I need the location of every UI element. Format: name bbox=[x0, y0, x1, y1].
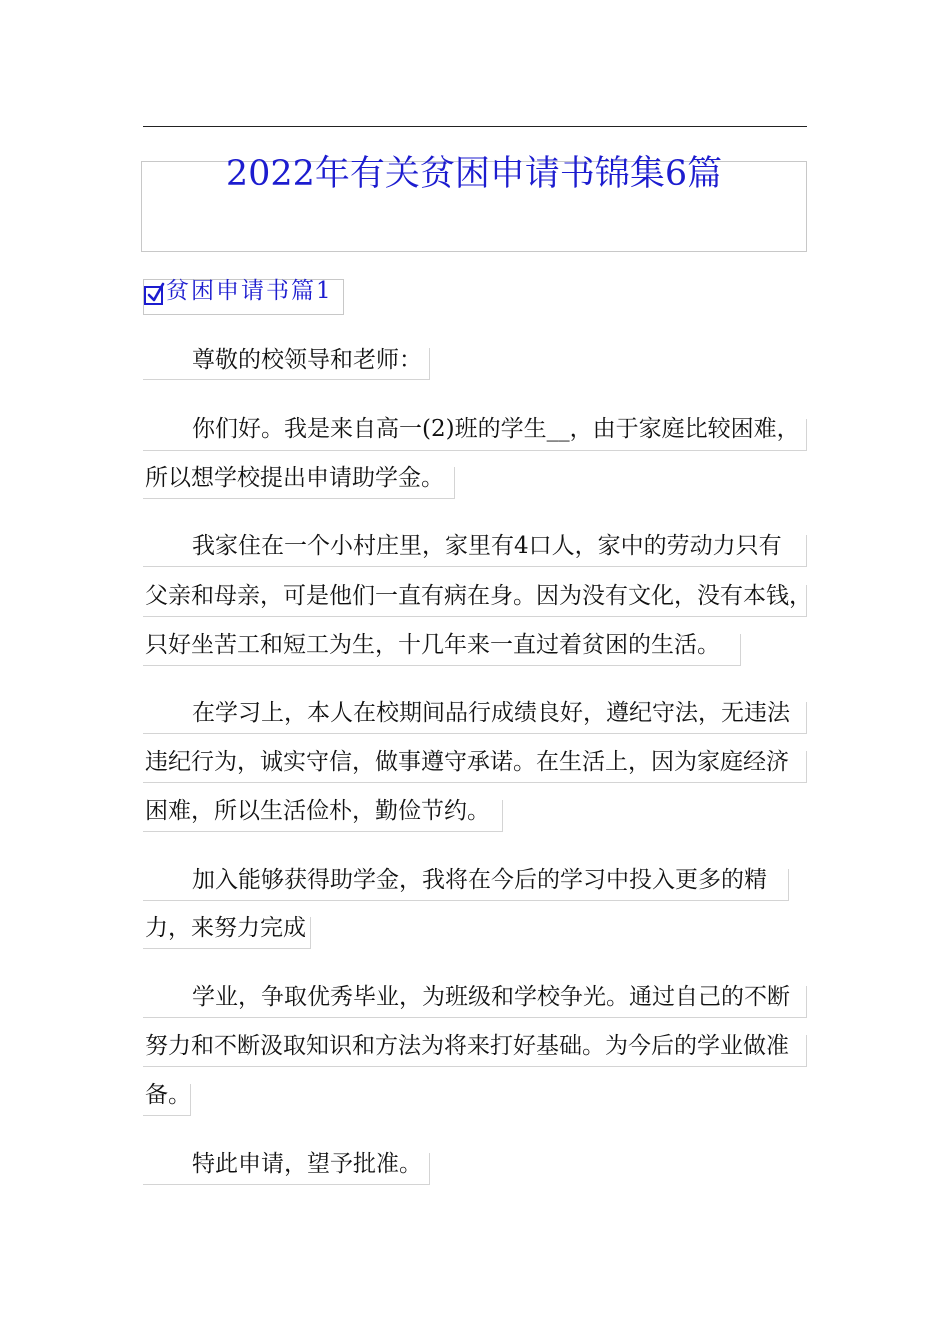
document-title: 2022年有关贫困申请书锦集6篇 bbox=[225, 154, 723, 194]
paragraph-line: 只好坐苦工和短工为生，十几年来一直过着贫困的生活。 bbox=[145, 632, 720, 658]
checked-box-icon bbox=[144, 286, 163, 305]
salutation: 尊敬的校领导和老师： bbox=[192, 347, 422, 373]
top-rule bbox=[143, 126, 807, 127]
closing-line: 特此申请，望予批准。 bbox=[192, 1151, 422, 1177]
paragraph-line: 力，来努力完成 bbox=[145, 915, 306, 941]
paragraph-line: 违纪行为，诚实守信，做事遵守承诺。在生活上，因为家庭经济 bbox=[145, 749, 789, 775]
paragraph-line: 学业，争取优秀毕业，为班级和学校争光。通过自己的不断 bbox=[192, 984, 790, 1010]
paragraph-line: 你们好。我是来自高一(2)班的学生__，由于家庭比较困难， bbox=[192, 416, 800, 442]
paragraph-line: 在学习上，本人在校期间品行成绩良好，遵纪守法，无违法 bbox=[192, 700, 790, 726]
section-heading: 贫困申请书篇1 bbox=[166, 278, 333, 304]
paragraph-line: 努力和不断汲取知识和方法为将来打好基础。为今后的学业做准 bbox=[145, 1033, 789, 1059]
paragraph-line: 备。 bbox=[145, 1082, 191, 1108]
paragraph-line: 父亲和母亲，可是他们一直有病在身。因为没有文化，没有本钱， bbox=[145, 583, 812, 609]
paragraph-line: 我家住在一个小村庄里，家里有4口人，家中的劳动力只有 bbox=[192, 533, 782, 559]
paragraph-line: 加入能够获得助学金，我将在今后的学习中投入更多的精 bbox=[192, 867, 767, 893]
paragraph-line: 所以想学校提出申请助学金。 bbox=[145, 465, 444, 491]
paragraph-line: 困难，所以生活俭朴，勤俭节约。 bbox=[145, 798, 490, 824]
